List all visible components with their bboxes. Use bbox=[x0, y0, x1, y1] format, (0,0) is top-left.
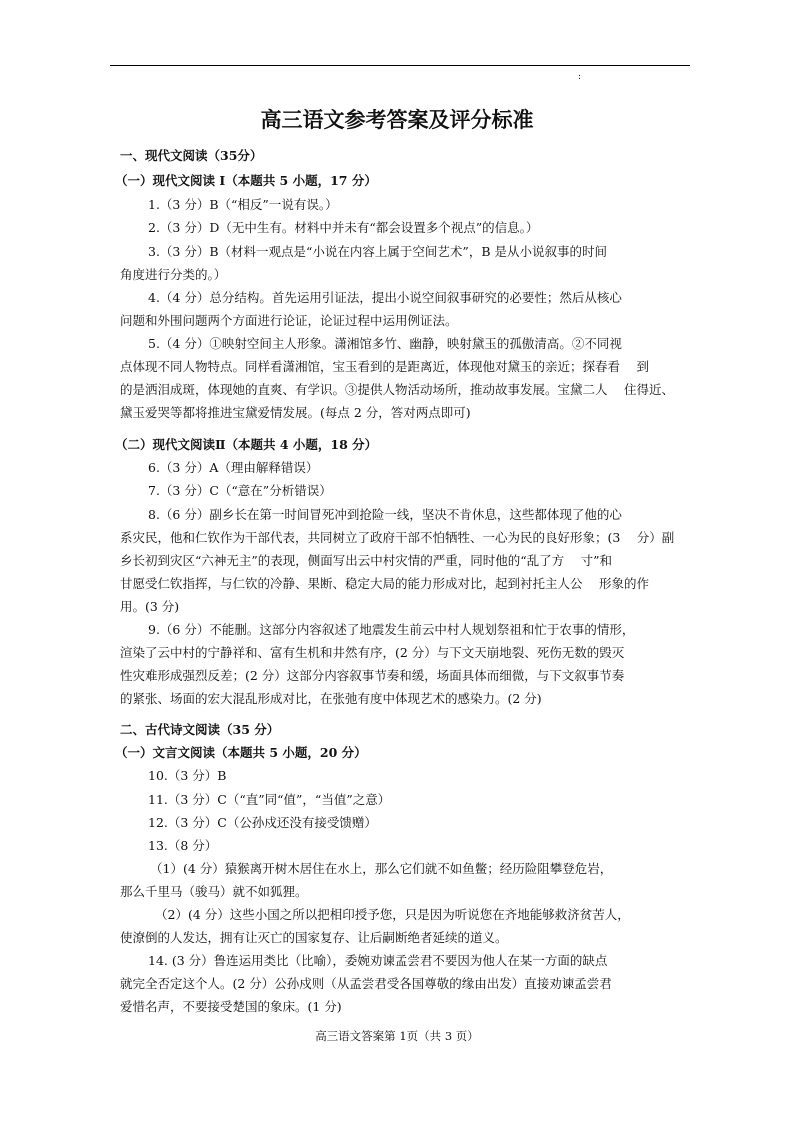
answer-q3-line2: 角度进行分类的。） bbox=[120, 267, 227, 282]
answer-q7: 7.（3 分）C（“意在”分析错误） bbox=[148, 483, 332, 498]
answer-q13: 13.（8 分） bbox=[148, 838, 218, 853]
header-mark: : bbox=[578, 72, 582, 82]
answer-q4-line2: 问题和外围问题两个方面进行论证，论证过程中运用例证法。 bbox=[120, 313, 458, 328]
answer-q10: 10.（3 分）B bbox=[148, 768, 227, 783]
answer-q13-1-line1: （1）(4 分）猿猴离开树木居住在水上，那么它们就不如鱼鳖；经历险阻攀登危岩， bbox=[150, 861, 613, 876]
answer-q5-line2: 点体现不同人物特点。同样看潇湘馆，宝玉看到的是距离近，体现他对黛玉的亲近；探春看 到 bbox=[120, 359, 649, 374]
answer-q11: 11.（3 分）C（“直”同“值”，“当值”之意） bbox=[148, 792, 391, 807]
answer-q8-line1: 8.（6 分）副乡长在第一时间冒死冲到抢险一线，坚决不肯休息，这些都体现了他的心 bbox=[148, 507, 622, 522]
answer-q4-line1: 4.（4 分）总分结构。首先运用引证法，提出小说空间叙事研究的必要性；然后从核心 bbox=[148, 290, 622, 305]
page-title: 高三语文参考答案及评分标准 bbox=[260, 108, 534, 132]
answer-q5-line1: 5.（4 分）①映射空间主人形象。潇湘馆多竹、幽静，映射黛玉的孤傲清高。②不同视 bbox=[148, 336, 622, 351]
answer-q14-line3: 爱惜名声，不要接受楚国的象床。(1 分) bbox=[120, 999, 342, 1014]
answer-q2: 2.（3 分）D（无中生有。材料中并未有“都会设置多个视点”的信息。） bbox=[148, 220, 539, 235]
answer-q3-line1: 3.（3 分）B（材料一观点是“小说在内容上属于空间艺术”，B 是从小说叙事的时间 bbox=[148, 244, 607, 259]
section1-sub1-heading: （一）现代文阅读 I（本题共 5 小题，17 分） bbox=[115, 173, 377, 188]
section2-sub1-heading: （一）文言文阅读（本题共 5 小题，20 分） bbox=[115, 745, 367, 760]
answer-q9-line1: 9.（6 分）不能删。这部分内容叙述了地震发生前云中村人规划祭祖和忙于农事的情形， bbox=[148, 622, 635, 637]
answer-q9-line2: 渲染了云中村的宁静祥和、富有生机和井然有序，(2 分）与下文天崩地裂、死伤无数的毁灭 bbox=[120, 645, 625, 660]
answer-q13-2-line2: 使潦倒的人发达，拥有让灭亡的国家复存、让后嗣断绝者延续的道义。 bbox=[120, 930, 508, 945]
page-footer: 高三语文答案第 1页（共 3 页） bbox=[315, 1029, 479, 1043]
answer-q14-line2: 就完全否定这个人。(2 分）公孙戍则（从孟尝君受各国尊敬的缘由出发）直接劝谏孟尝君 bbox=[120, 976, 612, 991]
answer-q6: 6.（3 分）A（理由解释错误） bbox=[148, 460, 319, 475]
section1-heading: 一、现代文阅读（35分） bbox=[120, 148, 263, 163]
answer-q8-line3: 乡长初到灾区“六神无主”的表现，侧面写出云中村灾情的严重，同时他的“乱了方 寸”和 bbox=[120, 553, 613, 568]
answer-q9-line4: 的紧张、场面的宏大混乱形成对比，在张弛有度中体现艺术的感染力。(2 分) bbox=[120, 691, 542, 706]
answer-q13-1-line2: 那么千里马（骏马）就不如狐狸。 bbox=[120, 884, 308, 899]
answer-q5-line4: 黛玉爱哭等都将推进宝黛爱情发展。(每点 2 分，答对两点即可) bbox=[120, 405, 471, 420]
answer-q1: 1.（3 分）B（“相反”一说有误。） bbox=[148, 197, 338, 212]
answer-q8-line5: 用。(3 分) bbox=[120, 599, 180, 614]
section1-sub2-heading: （二）现代文阅读Ⅱ（本题共 4 小题，18 分） bbox=[115, 437, 378, 452]
answer-q14-line1: 14. (3 分）鲁连运用类比（比喻），委婉劝谏孟尝君不要因为他人在某一方面的缺点 bbox=[148, 953, 608, 968]
answer-q8-line2: 系灾民，他和仁钦作为干部代表，共同树立了政府干部不怕牺牲、一心为民的良好形象；(3 分）副 bbox=[120, 530, 675, 545]
answer-q5-line3: 的是洒泪成斑，体现她的直爽、有学识。③提供人物活动场所，推动故事发展。宝黛二人 住得近、 bbox=[120, 382, 674, 397]
answer-q12: 12.（3 分）C（公孙戍还没有接受馈赠） bbox=[148, 815, 377, 830]
section2-heading: 二、古代诗文阅读（35 分） bbox=[120, 722, 280, 737]
answer-q13-2-line1: （2）(4 分）这些小国之所以把相印授予您，只是因为听说您在齐地能够救济贫苦人， bbox=[155, 907, 630, 922]
header-rule bbox=[110, 65, 690, 66]
answer-q9-line3: 性灾难形成强烈反差；(2 分）这部分内容叙事节奏和缓，场面具体而细微，与下文叙事节奏 bbox=[120, 668, 625, 683]
answer-q8-line4: 甘愿受仁钦指挥，与仁钦的冷静、果断、稳定大局的能力形成对比，起到衬托主人公 形象的作 bbox=[120, 576, 649, 591]
